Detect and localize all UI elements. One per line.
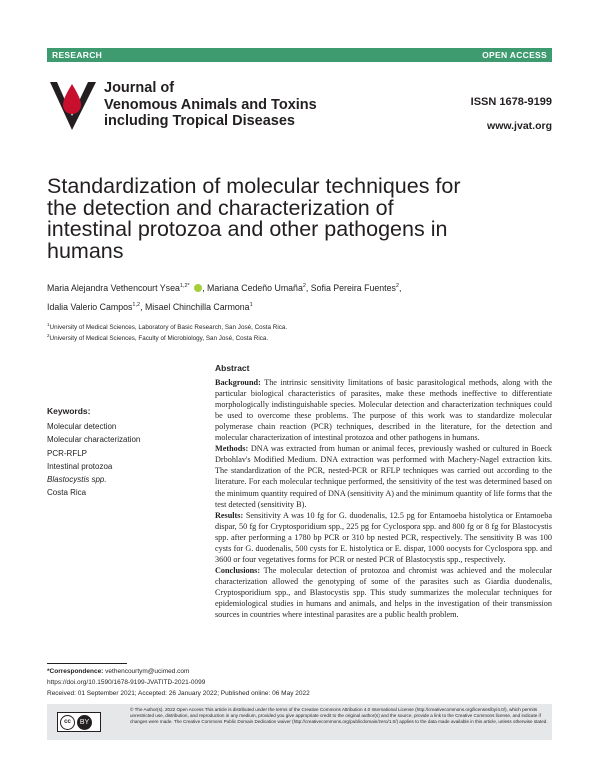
affiliation-text: University of Medical Sciences, Laboratory of Basic Research, San José, Costa Rica.	[49, 324, 288, 332]
keywords-section	[47, 406, 197, 500]
affiliation-sup: 2	[47, 333, 50, 338]
author-sup: 1	[249, 301, 253, 308]
abstract-heading: Abstract	[215, 363, 250, 373]
license-text: © The Author(s). 2022 Open Access This article is distributed under the terms of the Creative Commons Attribution 4.0 International License (http://creativecommons.org/licenses/by/4.0/), which permits unrestricted use, distribution, and reproduction in any medium, provided you give appropriate credit to the original author(s) and the source, provide a link to the Creative Commons license, and indicate if changes were made. The Creative Commons Public Domain Dedication waiver (http://creativecommons.org/publicdomain/zero/1.0/) applies to the data made available in this article, unless otherwise stated.	[130, 707, 548, 725]
correspondence-line	[47, 666, 310, 677]
keyword: Intestinal protozoa	[47, 461, 113, 471]
abstract-background	[215, 377, 552, 443]
keyword: Blastocystis spp.	[47, 475, 107, 485]
keyword: Molecular detection	[47, 422, 117, 431]
keyword: Costa Rica	[47, 488, 87, 498]
author-name: Maria Alejandra Vethencourt Ysea	[47, 282, 180, 293]
author-sup: 2	[302, 283, 306, 289]
author-name: Idalia Valerio Campos	[47, 301, 133, 312]
abstract-text: Sensitivity A was 10 fg for G. duodenalis, 12.5 pg for Entamoeba histolytica or Entamoeba dispar, 50 fg for Cryptosporidium spp., 225 pg for Cyclospora spp. and 800 fg or 8 fg for Blastocystis spp. after performing a 1780 bp PCR or 310 bp nested PCR, respectively. The sensitivity B was 100 cysts for G. duodenalis, 500 cysts for E. histolytica or E. dispar, 1000 oocysts for Cyclospora spp. and 3600 or four vegetatives forms for PCR or nested PCR of Blastocystis spp., respectively.	[215, 510, 552, 564]
keywords-title: Keywords:	[47, 406, 91, 416]
correspondence-label: *Correspondence:	[47, 668, 104, 675]
abstract-conclusions	[215, 565, 552, 620]
footer-divider	[47, 663, 127, 664]
logo-drop	[63, 84, 81, 114]
cc-icon: cc	[60, 715, 75, 730]
open-access-label: OPEN ACCESS	[482, 50, 547, 60]
abstract-section	[215, 363, 552, 620]
abstract-text: DNA was extracted from human or animal feces, previously washed or cultured in Boeck Drbohlav's Modified Medium. DNA extraction was performed with Machery-Nagel extraction kits. The standardization of the PCR, nested-PCR or RFLP techniques was carried out according to the literature. For each molecular technique performed, the sensitivity of the test was determined based on the minimum quantity required of DNA (sensitivity A) and the minimum quantity of life forms that the test detected (sensitivity B).	[215, 444, 552, 509]
author-name: Sofia Pereira Fuentes	[310, 282, 396, 293]
doi-link[interactable]: https://doi.org/10.1590/1678-9199-JVATITD-2021-0099	[47, 679, 206, 686]
author-name: Mariana Cedeño Umaña	[207, 282, 303, 293]
issn: ISSN 1678-9199	[470, 96, 552, 108]
abstract-label: Results:	[215, 510, 244, 520]
article-footer	[47, 666, 310, 699]
author-sup: 1,2*	[179, 283, 190, 289]
keyword: Molecular characterization	[47, 435, 141, 445]
author-list: Maria Alejandra Vethencourt Ysea$^{1,2*}$ , Mariana Cedeño Umaña$^2$, Sofia Pereira Fuentes$^2$, Idalia Valerio Campos$^{1,2}$, Misael Chinchilla Carmona$^1$	[47, 282, 402, 312]
author-sup: 1,2	[132, 301, 141, 308]
journal-logo-icon	[48, 78, 98, 133]
journal-website-link[interactable]: www.jvat.org	[487, 120, 552, 132]
affiliation	[47, 322, 287, 331]
section-label: RESEARCH	[52, 50, 103, 60]
affiliation-text: University of Medical Sciences, Faculty of Microbiology, San José, Costa Rica.	[49, 335, 269, 343]
journal-name-line: Venomous Animals and Toxins	[104, 96, 317, 113]
journal-name-line: including Tropical Diseases	[104, 113, 295, 129]
abstract-label: Methods:	[215, 444, 249, 454]
author-sup: 2	[395, 283, 399, 289]
author-name: Misael Chinchilla Carmona	[144, 301, 250, 312]
journal-name-line: Journal of	[104, 80, 175, 96]
abstract-results	[215, 510, 552, 565]
affiliation-sup: 1	[47, 322, 50, 327]
abstract-label: Conclusions:	[215, 565, 261, 575]
keyword: PCR-RFLP	[47, 448, 88, 458]
license-box	[47, 704, 552, 740]
cc-by-license-icon[interactable]	[57, 712, 101, 732]
journal-name	[104, 80, 317, 130]
abstract-text: The intrinsic sensitivity limitations of basic parasitological methods, along with the particular biological characteristics of parasites, make these methods ineffective to differentiate morphologically indistinguishable species. Molecular detection and characterization techniques could be used to overcome these problems. The purpose of this work was to standardize molecular polymerase chain reaction (PCR) techniques, described in the literature, for the detection and molecular characterization of intestinal protozoa and other pathogens in humans.	[215, 378, 552, 443]
by-icon: BY	[77, 715, 92, 730]
affiliation	[47, 333, 268, 342]
header-bar	[47, 48, 552, 62]
correspondence-email-link[interactable]: vethencourtym@ucimed.com	[105, 668, 190, 675]
abstract-methods	[215, 443, 552, 509]
article-dates: Received: 01 September 2021; Accepted: 26 January 2022; Published online: 06 May 2022	[47, 690, 310, 697]
orcid-icon[interactable]	[194, 284, 202, 292]
article-title: Standardization of molecular techniques for the detection and characterization of intestinal protozoa and other pathogens in humans	[47, 174, 461, 263]
abstract-label: Background:	[215, 378, 261, 388]
abstract-text: The molecular detection of protozoa and chromist was achieved and the molecular characterization allowed the genotyping of some of the parasites such as Giardia duodenalis, Cryptosporidium spp., and Blastocystis spp. This study summarizes the molecular techniques for epidemiological studies in humans and animals, and helps in the investigation of their transmission sources in countries where intestinal parasites are a public health problem.	[215, 565, 552, 620]
